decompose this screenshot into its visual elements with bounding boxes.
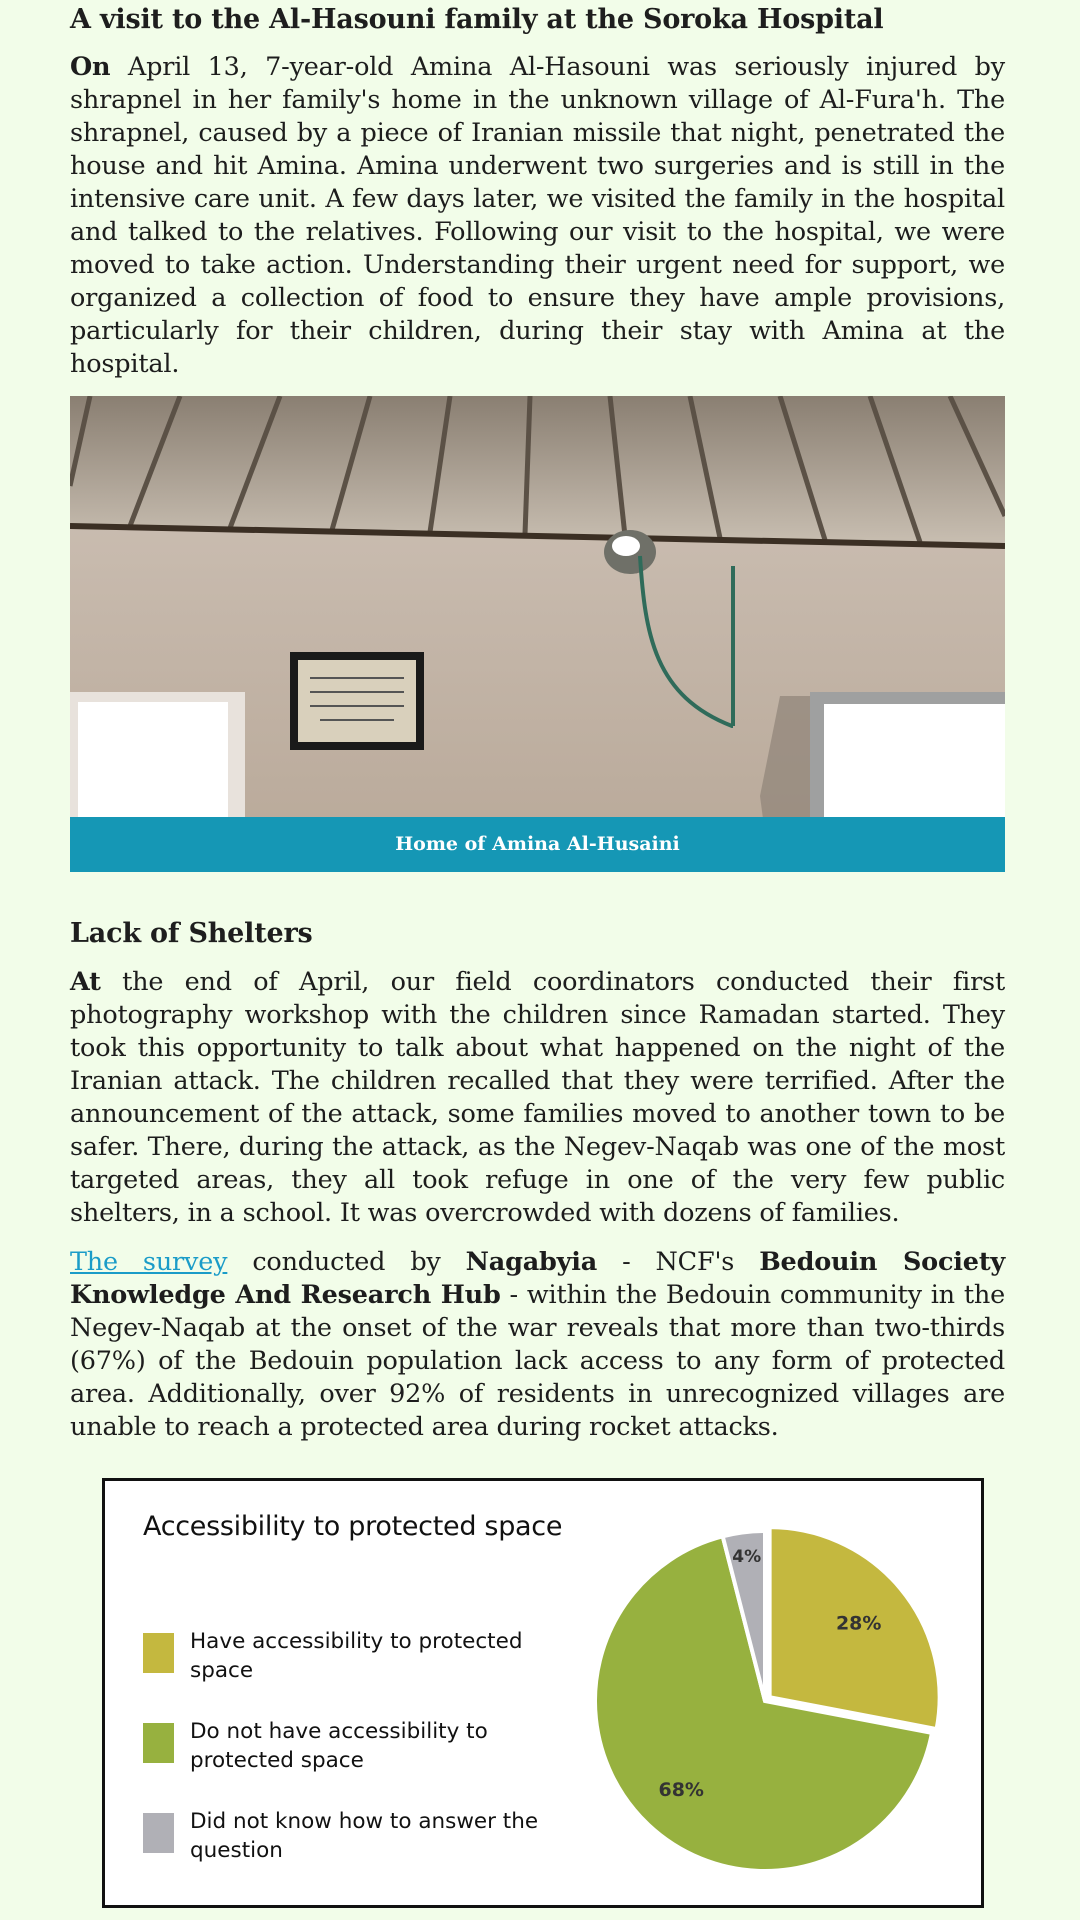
chart-title: Accessibility to protected space bbox=[143, 1511, 563, 1542]
section-body bbox=[70, 51, 1005, 381]
body-text: April 13, 7-year-old Amina Al-Hasouni was seriously injured by shrapnel in her family's home in the unknown village of Al-Fura'h. The shrapnel, caused by a piece of Iranian missile that night, penetrated the house and hit Amina. Amina underwent two surgeries and is still in the intensive care unit. A few days later, we visited the family in the hospital and talked to the relatives. Following our visit to the hospital, we were moved to take action. Understanding their urgent need for support, we organized a collection of food to ensure they have ample provisions, particularly for their children, during their stay with Amina at the hospital. bbox=[70, 52, 1005, 379]
org-name: Nagabyia bbox=[465, 1247, 598, 1277]
survey-paragraph bbox=[70, 1246, 1005, 1444]
body-text: the end of April, our field coordinators conducted their first photography workshop with the children since Ramadan started. They took this opportunity to talk about what happened on the night of the Iranian attack. The children recalled that they were terrified. After the announcement of the attack, some families moved to another town to be safer. There, during the attack, as the Negev-Naqab was one of the most targeted areas, they all took refuge in one of the very few public shelters, in a school. It was overcrowded with dozens of families. bbox=[70, 967, 1005, 1228]
pie-chart bbox=[595, 1521, 955, 1881]
chart-card bbox=[102, 1478, 984, 1908]
section-body bbox=[70, 966, 1005, 1230]
drop-word: On bbox=[70, 52, 111, 82]
legend-swatch bbox=[143, 1723, 174, 1763]
text-run: - within the Bedouin community in the Negev-Naqab at the onset of the war reveals that more than two-thirds (67%) of the Bedouin population lack access to any form of protected area. Additionally, over 92% of residents in unrecognized villages are unable to reach a protected area during rocket attacks. bbox=[70, 1280, 1005, 1442]
section-heading: Lack of Shelters bbox=[70, 918, 313, 949]
photo-caption: Home of Amina Al-Husaini bbox=[70, 817, 1005, 872]
section-visit bbox=[70, 4, 1005, 381]
survey-link[interactable]: The survey bbox=[70, 1247, 228, 1277]
hub-name: Bedouin Society Knowledge And Research Hub bbox=[70, 1247, 1006, 1310]
section-heading: A visit to the Al-Hasouni family at the Soroka Hospital bbox=[70, 4, 884, 35]
text-run: conducted by bbox=[227, 1247, 466, 1277]
damaged-ceiling-image bbox=[70, 396, 1005, 872]
legend-label: Do not have accessibility to protected space bbox=[190, 1719, 488, 1773]
pie-label-did-not-know: 4% bbox=[732, 1546, 762, 1567]
drop-word: At bbox=[70, 967, 101, 997]
pie-label-no-access: 68% bbox=[658, 1779, 704, 1802]
legend-label: Have accessibility to protected space bbox=[190, 1629, 523, 1683]
legend-swatch bbox=[143, 1813, 174, 1853]
section-shelters bbox=[70, 918, 1005, 1444]
pie-label-have-access: 28% bbox=[835, 1612, 882, 1635]
text-run: - NCF's bbox=[597, 1247, 760, 1277]
legend-swatch bbox=[143, 1633, 174, 1673]
legend-label: Did not know how to answer the question bbox=[190, 1809, 539, 1863]
home-photo bbox=[70, 396, 1005, 872]
